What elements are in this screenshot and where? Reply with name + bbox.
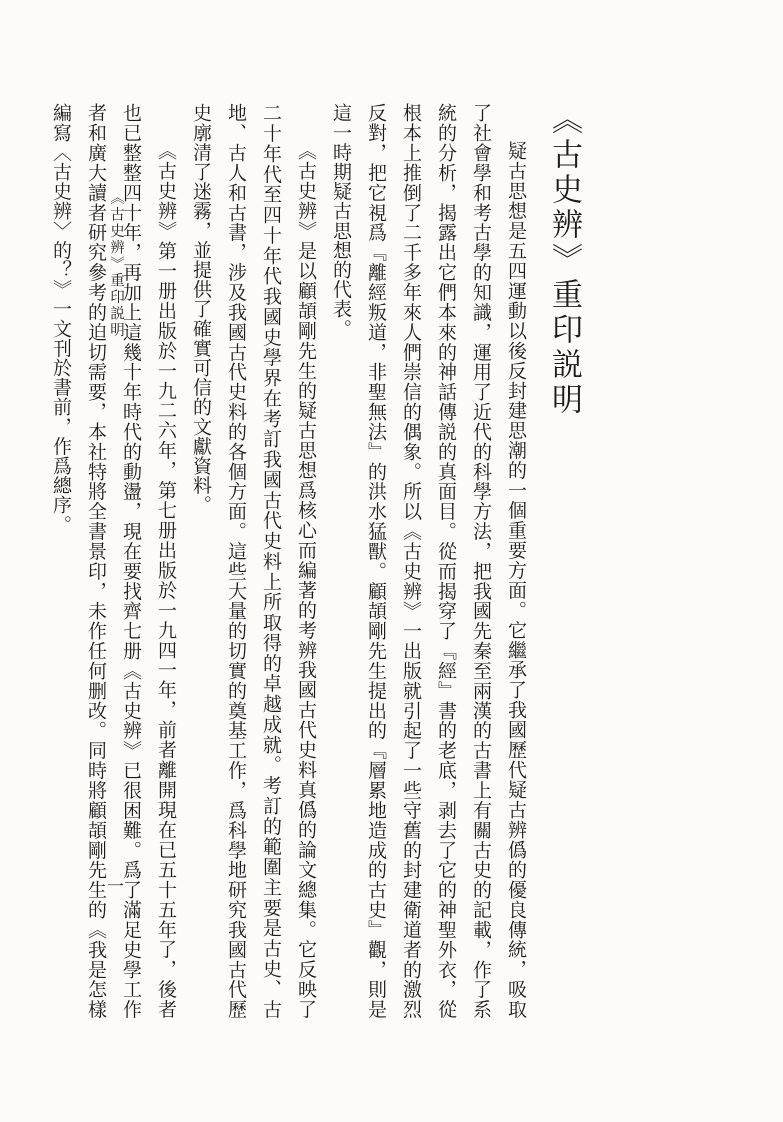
paragraph-1: 疑古思想是五四運動以後反封建思潮的一個重要方面。它繼承了我國歷代疑古辨僞的優良傳統，吸取了社會學和考古學的知識，運用了近代的科學方法，把我國先秦至兩漢的古書上有關古史的記載，作了系統的分析，揭露出它們本來的神話傳説的真面目。從而揭穿了『經』書的老底，剥去了它的神聖外衣，從根本上推倒了二千多年來人們崇信的偶象。所以《古史辨》一出版就引起了一些守舊的封建衛道者的激烈反對，把它視爲『離經叛道，非聖無法』的洪水猛獸。顧頡剛先生提出的『層累地造成的古史』觀，則是這一時期疑古思想的代表。	[330, 103, 526, 1019]
running-title: 《古史辨》重印説明	[108, 190, 124, 339]
paragraph-2: 《古史辨》是以顧頡剛先生的疑古思想爲核心而編著的考辨我國古代史料真僞的論文總集。它反映了二十年代至四十年代我國史學界在考訂我國古代史料上所取得的卓越成就。考訂的範圍主要是古史、古地、古人和古書，涉及我國古代史料的各個方面。這些大量的切實的奠基工作，爲科學地研究我國古代歷史廓清了迷霧，並提供了確實可信的文獻資料。	[190, 103, 316, 1019]
page-title: 《古史辨》重印説明	[547, 103, 582, 418]
vertical-text-block	[43, 103, 671, 1019]
paragraph-3: 《古史辨》第一册出版於一九二六年，第七册出版於一九四一年，前者離開現在已五十五年了，後者也已整整四十年，再加上這幾十年時代的動盪，現在要找齊七册《古史辨》已很困難。爲了滿足史學工作者和廣大讀者研究參考的迫切需要，本社特將全書景印，未作任何删改。同時將顧頡剛先生的《我是怎樣編寫〈古史辨〉的？》一文刊於書前，作爲總序。	[50, 103, 176, 1019]
page-number: 一	[107, 877, 124, 896]
